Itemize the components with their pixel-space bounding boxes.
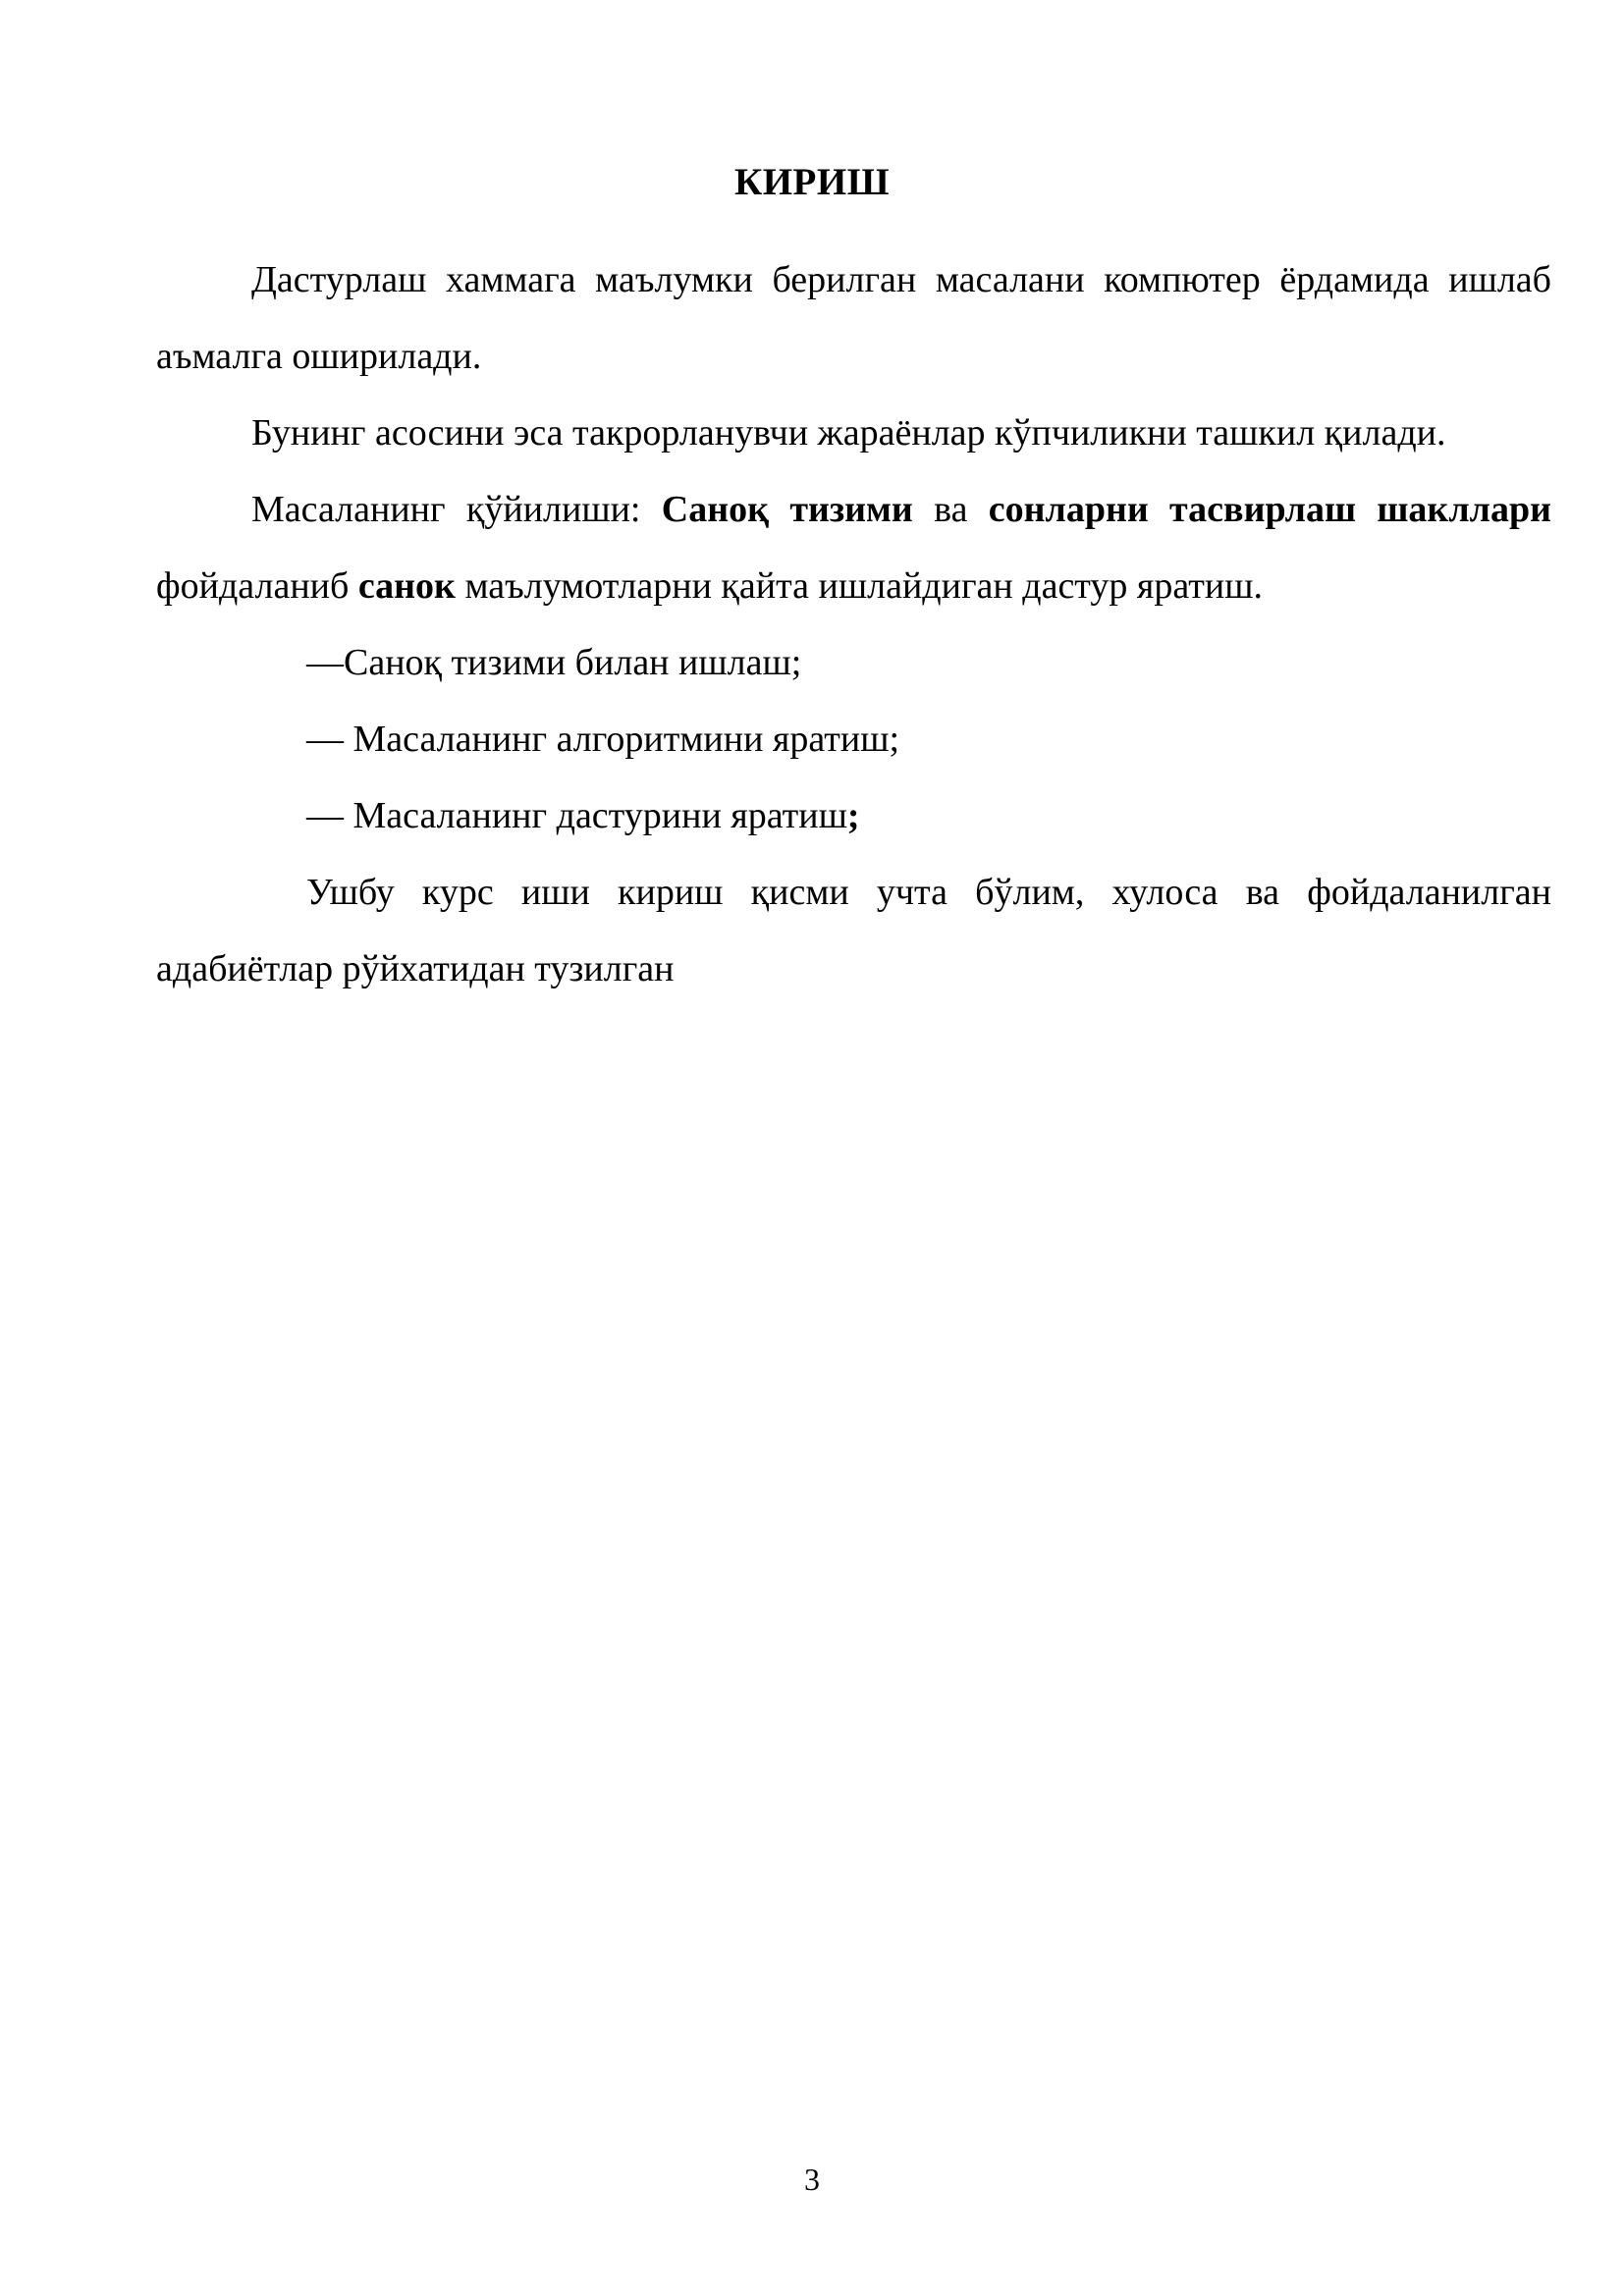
problem-text-4: маълумотларни қайта ишлайдиган дастур яратиш.: [455, 565, 1263, 607]
document-body: [156, 241, 1551, 1007]
list-item-text: — Масаланинг дастурини яратиш: [306, 795, 847, 836]
list-item: [156, 777, 1551, 854]
problem-text-3: фойдаланиб: [156, 565, 358, 607]
paragraph-basis: Бунинг асосини эса такрорланувчи жараёнлар кўпчиликни ташкил қилади.: [251, 412, 1446, 454]
paragraph-structure: Ушбу курс иши кириш қисми учта бўлим, хулоса ва фойдаланилган адабиётлар рўйхатидан тузилган: [156, 872, 1551, 989]
section-title: КИРИШ: [733, 161, 891, 203]
paragraph-intro: Дастурлаш хаммага маълумки берилган масалани компютер ёрдамида ишлаб аъмалга оширилади.: [156, 259, 1551, 377]
list-item: — Масаланинг алгоритмини яратиш;: [306, 719, 900, 760]
problem-text-2: ва: [912, 489, 989, 530]
problem-bold-3: санок: [357, 565, 456, 607]
paragraph-problem-statement: [156, 471, 1551, 624]
problem-text-1: Масаланинг қўйилиши:: [251, 489, 662, 530]
list-item: —Саноқ тизими билан ишлаш;: [306, 642, 802, 683]
problem-bold-1: Саноқ тизими: [661, 489, 913, 530]
list-item-bold-suffix: ;: [846, 795, 860, 836]
page-number: 3: [804, 2162, 820, 2197]
problem-bold-2: сонларни тасвирлаш шакллари: [988, 489, 1551, 530]
